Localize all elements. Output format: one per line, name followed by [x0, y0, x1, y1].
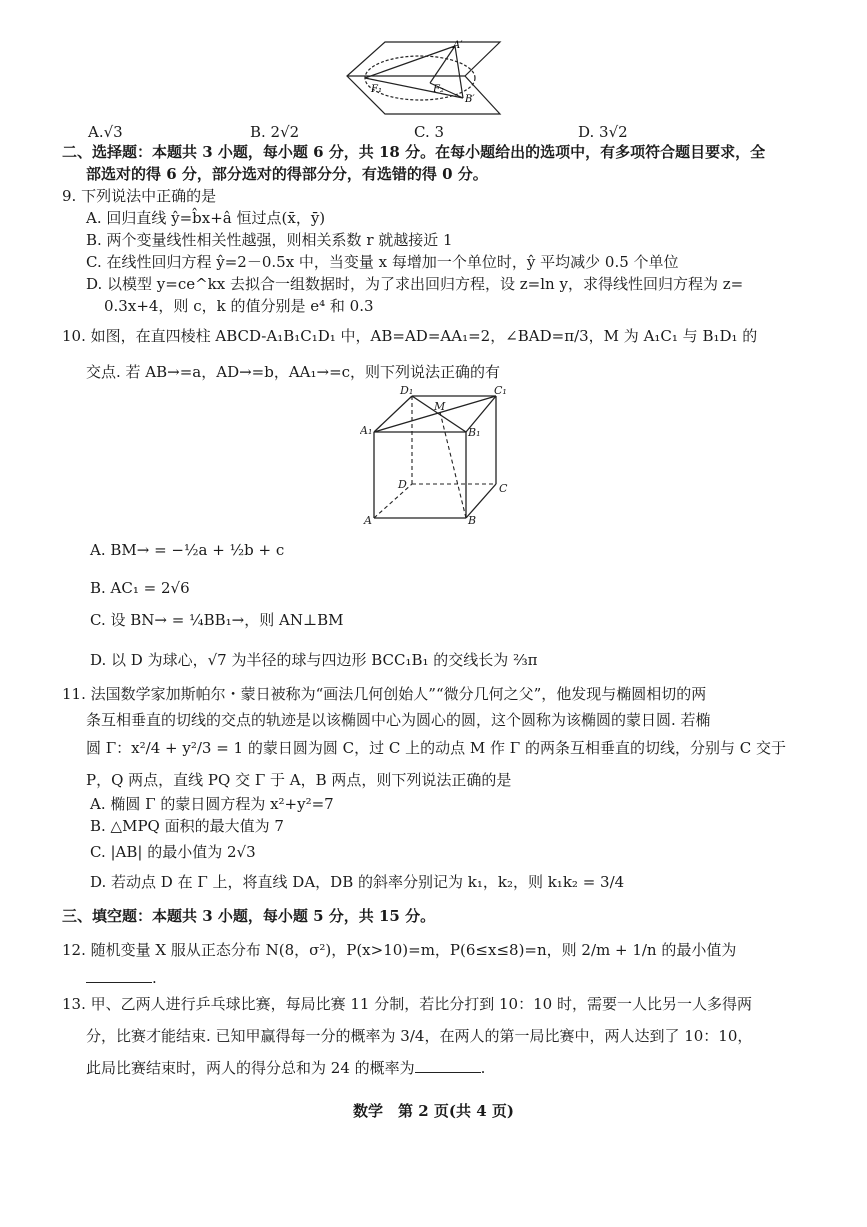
q8-option-a: A.√3 [88, 123, 123, 141]
q11-option-a: A. 椭圆 Γ 的蒙日圆方程为 x²+y²=7 [90, 795, 334, 813]
page-footer: 数学 第 2 页(共 4 页) [353, 1102, 514, 1120]
q13-answer-blank[interactable] [415, 1058, 481, 1073]
q10-label-a: A [364, 514, 372, 527]
q10-option-b: B. AC₁ = 2√6 [90, 579, 190, 597]
q10-option-c: C. 设 BN→ = ¼BB₁→，则 AN⊥BM [90, 611, 344, 629]
q13-line3 [86, 1058, 485, 1078]
q11-option-c: C. |AB| 的最小值为 2√3 [90, 843, 256, 861]
q8-option-d: D. 3√2 [578, 123, 628, 141]
q12-answer-line [86, 968, 157, 988]
q13-period: . [480, 1059, 486, 1077]
section2-heading-line2: 部选对的得 6 分，部分选对的得部分分，有选错的得 0 分。 [86, 165, 488, 183]
q11-option-b: B. △MPQ 面积的最大值为 7 [90, 817, 284, 835]
q10-option-d: D. 以 D 为球心，√7 为半径的球与四边形 BCC₁B₁ 的交线长为 ⅔π [90, 651, 538, 669]
q11-line3: 圆 Γ：x²/4 + y²/3 = 1 的蒙日圆为圆 C，过 C 上的动点 M 作 Γ 的两条互相垂直的切线，分别与 C 交于 [86, 739, 786, 757]
q8-option-c: C. 3 [414, 123, 445, 141]
q10-label-m: M [434, 400, 446, 413]
q9-option-c: C. 在线性回归方程 ŷ=2－0.5x 中，当变量 x 每增加一个单位时，ŷ 平均减少 0.5 个单位 [86, 253, 679, 271]
section2-heading-line1: 二、选择题：本题共 3 小题，每小题 6 分，共 18 分。在每小题给出的选项中，有多项符合题目要求，全 [62, 143, 766, 161]
q10-label-b: B [468, 514, 477, 527]
q10-label-d: D [398, 478, 407, 491]
q10-stem-line2: 交点. 若 AB→=a，AD→=b，AA₁→=c，则下列说法正确的有 [86, 363, 501, 381]
q11-option-d: D. 若动点 D 在 Γ 上，将直线 DA，DB 的斜率分别记为 k₁，k₂，则 k₁k₂ = 3/4 [90, 873, 625, 891]
q13-line1: 13. 甲、乙两人进行乒乓球比赛，每局比赛 11 分制，若比分打到 10：10 时，需要一人比另一人多得两 [62, 995, 752, 1013]
q9-option-a: A. 回归直线 ŷ=b̂x+â 恒过点(x̄，ȳ) [86, 209, 326, 227]
q12-period: . [152, 969, 157, 987]
q10-label-c: C [499, 482, 508, 495]
section3-heading: 三、填空题：本题共 3 小题，每小题 5 分，共 15 分。 [62, 907, 436, 925]
q10-label-b1: B₁ [468, 426, 481, 439]
fig8-label-a: A′ [453, 40, 463, 51]
q8-option-b: B. 2√2 [250, 123, 300, 141]
q11-line4: P，Q 两点，直线 PQ 交 Γ 于 A，B 两点，则下列说法正确的是 [86, 771, 512, 789]
q10-label-c1: C₁ [494, 384, 507, 397]
q11-line2: 条互相垂直的切线的交点的轨迹是以该椭圆中心为圆心的圆，这个圆称为该椭圆的蒙日圆. 若椭 [86, 711, 711, 729]
q13-line3-text: 此局比赛结束时，两人的得分总和为 24 的概率为 [86, 1059, 415, 1077]
q9-option-d-line2: 0.3x+4，则 c，k 的值分别是 e⁴ 和 0.3 [104, 297, 374, 315]
q12-line1: 12. 随机变量 X 服从正态分布 N(8，σ²)，P(x>10)=m，P(6≤x≤8)=n，则 2/m + 1/n 的最小值为 [62, 941, 737, 959]
fig8-label-f2: F₂ [433, 84, 444, 95]
q10-stem-line1: 10. 如图，在直四棱柱 ABCD-A₁B₁C₁D₁ 中，AB=AD=AA₁=2，∠BAD=π/3，M 为 A₁C₁ 与 B₁D₁ 的 [62, 327, 758, 345]
q8-figure [345, 38, 515, 118]
q11-line1: 11. 法国数学家加斯帕尔・蒙日被称为“画法几何创始人”“微分几何之父”，他发现与椭圆相切的两 [62, 685, 707, 703]
q10-label-d1: D₁ [400, 384, 414, 397]
q10-option-a: A. BM→ = −½a + ½b + c [90, 541, 285, 559]
fig8-label-f1: F₁ [371, 84, 382, 95]
q10-prism-figure [360, 384, 520, 529]
q9-stem: 9. 下列说法中正确的是 [62, 187, 217, 205]
q12-answer-blank[interactable] [86, 968, 152, 983]
q10-label-a1: A₁ [360, 424, 373, 437]
q9-option-d-line1: D. 以模型 y=ce^kx 去拟合一组数据时，为了求出回归方程，设 z=ln y，求得线性回归方程为 z= [86, 275, 744, 293]
q9-option-b: B. 两个变量线性相关性越强，则相关系数 r 就越接近 1 [86, 231, 453, 249]
q13-line2: 分，比赛才能结束. 已知甲赢得每一分的概率为 3/4，在两人的第一局比赛中，两人达到了 10：10， [86, 1027, 753, 1045]
fig8-label-b: B′ [465, 94, 475, 105]
